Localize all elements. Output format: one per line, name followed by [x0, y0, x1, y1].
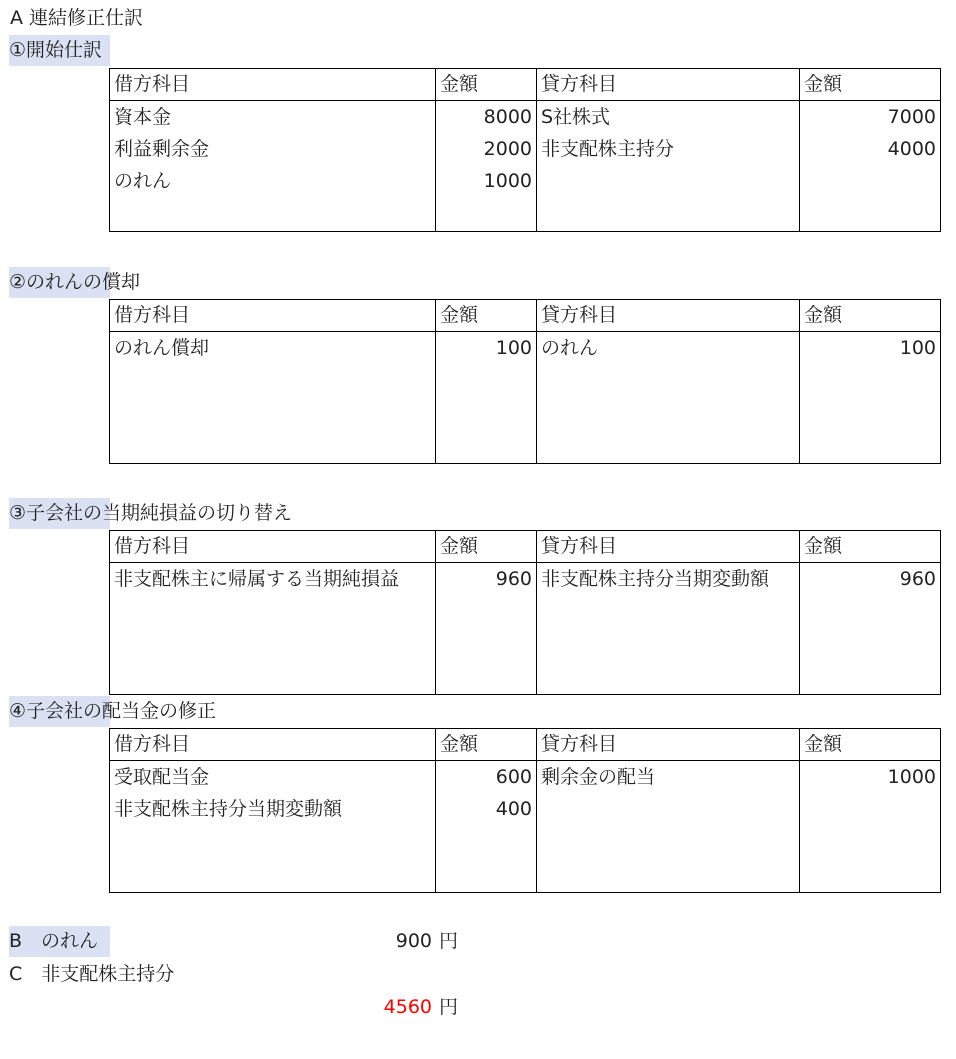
credit-account: 剰余金の配当: [537, 761, 800, 794]
credit-amount: [800, 165, 941, 197]
debit-amount: 8000: [436, 101, 537, 134]
section-title-opening: ①開始仕訳: [9, 35, 110, 66]
header-debit-amount: 金額: [436, 729, 537, 761]
credit-account: [537, 793, 800, 825]
credit-account: のれん: [537, 332, 800, 365]
table-row-empty: [110, 595, 941, 695]
header-credit: 貸方科目: [537, 300, 800, 332]
credit-account: 非支配株主持分: [537, 133, 800, 165]
table-row: [110, 165, 941, 197]
debit-account: 非支配株主に帰属する当期純損益: [110, 563, 436, 596]
table-row: [110, 332, 941, 365]
journal-table-dividend-adjustment: [109, 728, 941, 893]
debit-account: のれん: [110, 165, 436, 197]
table-row: [110, 761, 941, 794]
header-credit-amount: 金額: [800, 300, 941, 332]
table-row: [110, 133, 941, 165]
credit-amount: 960: [800, 563, 941, 596]
answer-b-label: B のれん: [9, 926, 110, 957]
journal-table-subsidiary-net-income: [109, 530, 941, 695]
table-row-empty: [110, 197, 941, 232]
table-row: [110, 101, 941, 134]
debit-account: 資本金: [110, 101, 436, 134]
answer-c-value: 4560: [383, 996, 432, 1018]
table-row-empty: [110, 825, 941, 893]
header-debit: 借方科目: [110, 69, 436, 101]
debit-account: 非支配株主持分当期変動額: [110, 793, 436, 825]
journal-table-goodwill-amortization: [109, 299, 941, 464]
debit-amount: 400: [436, 793, 537, 825]
answer-c-unit: 円: [439, 996, 459, 1018]
section-title-subsidiary-net-income: ③子会社の当期純損益の切り替え: [9, 498, 110, 529]
header-debit-amount: 金額: [436, 531, 537, 563]
debit-amount: 1000: [436, 165, 537, 197]
credit-amount: [800, 793, 941, 825]
debit-account: 利益剰余金: [110, 133, 436, 165]
answer-b-value: 900: [395, 930, 432, 952]
credit-account: S社株式: [537, 101, 800, 134]
header-credit: 貸方科目: [537, 531, 800, 563]
header-credit-amount: 金額: [800, 531, 941, 563]
credit-amount: 4000: [800, 133, 941, 165]
answer-c-label: C 非支配株主持分: [9, 963, 175, 985]
answer-b-unit: 円: [439, 930, 459, 952]
header-debit: 借方科目: [110, 729, 436, 761]
credit-amount: 1000: [800, 761, 941, 794]
page-title: A 連結修正仕訳: [10, 7, 144, 29]
debit-account: 受取配当金: [110, 761, 436, 794]
credit-amount: 7000: [800, 101, 941, 134]
debit-amount: 2000: [436, 133, 537, 165]
header-debit-amount: 金額: [436, 69, 537, 101]
header-debit: 借方科目: [110, 300, 436, 332]
header-credit-amount: 金額: [800, 69, 941, 101]
table-row-empty: [110, 364, 941, 464]
debit-amount: 100: [436, 332, 537, 365]
section-title-goodwill-amortization: ②のれんの償却: [9, 267, 110, 298]
credit-amount: 100: [800, 332, 941, 365]
header-debit-amount: 金額: [436, 300, 537, 332]
header-credit-amount: 金額: [800, 729, 941, 761]
section-title-dividend-adjustment: ④子会社の配当金の修正: [9, 696, 110, 727]
credit-account: [537, 165, 800, 197]
header-credit: 貸方科目: [537, 729, 800, 761]
debit-account: のれん償却: [110, 332, 436, 365]
table-row: [110, 563, 941, 596]
journal-table-opening: [109, 68, 941, 232]
debit-amount: 960: [436, 563, 537, 596]
header-credit: 貸方科目: [537, 69, 800, 101]
table-row: [110, 793, 941, 825]
credit-account: 非支配株主持分当期変動額: [537, 563, 800, 596]
header-debit: 借方科目: [110, 531, 436, 563]
debit-amount: 600: [436, 761, 537, 794]
